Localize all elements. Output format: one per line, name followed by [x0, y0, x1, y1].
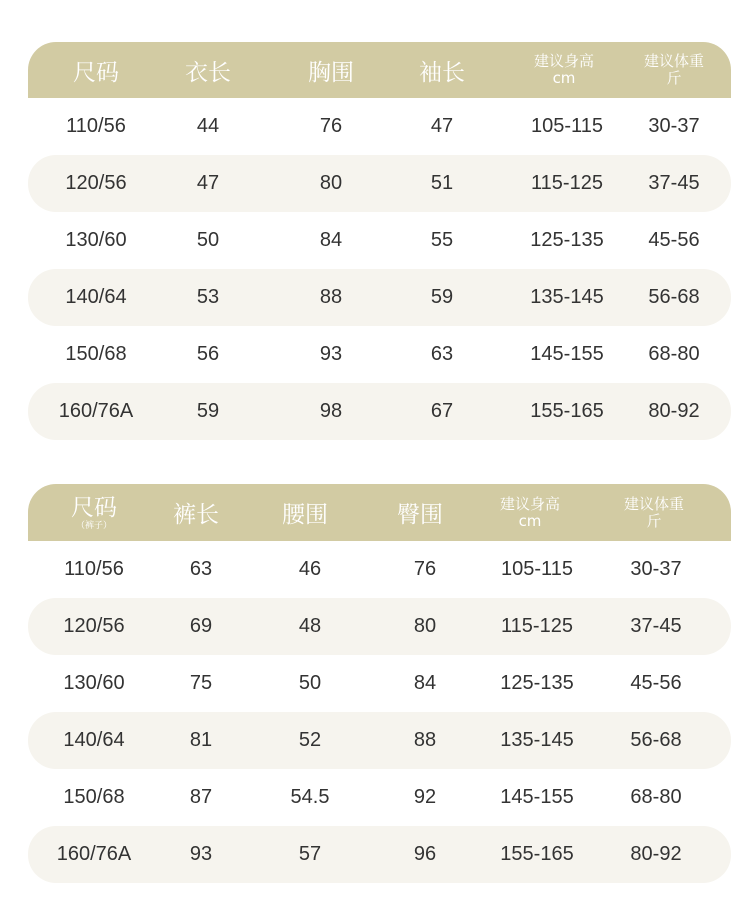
top-size-cell: 140/64	[65, 286, 127, 308]
header-suggested-weight	[632, 42, 716, 98]
pants-hip-cell: 84	[413, 672, 437, 694]
pants-hip-cell: 92	[413, 786, 437, 808]
header-height-unit: cm	[518, 511, 542, 530]
top-height-cell: 155-165	[530, 400, 604, 422]
table-row	[28, 155, 731, 212]
table-row	[28, 826, 731, 883]
header-weight-unit: 斤	[646, 511, 662, 530]
top-length-cell: 53	[196, 286, 220, 308]
header-height-label: 建议身高	[499, 494, 560, 513]
top-weight-cell: 45-56	[648, 229, 700, 251]
top-height-cell: 125-135	[530, 229, 604, 251]
top-chest-cell: 88	[319, 286, 343, 308]
table-row	[28, 769, 731, 826]
header-chest: 胸围	[308, 59, 354, 86]
pants-waist-cell: 46	[298, 558, 322, 580]
header-suggested-height	[522, 42, 606, 98]
pants-pants-length-cell: 81	[189, 729, 213, 751]
top-sleeve-cell: 55	[430, 229, 454, 251]
top-height-cell: 105-115	[531, 115, 603, 137]
pants-height-cell: 115-125	[501, 615, 573, 637]
table-row	[28, 326, 731, 383]
top-table-header	[28, 42, 731, 98]
pants-hip-cell: 88	[413, 729, 437, 751]
top-chest-cell: 84	[319, 229, 343, 251]
pants-height-cell: 155-165	[500, 843, 574, 865]
top-length-cell: 44	[196, 115, 220, 137]
table-row	[28, 383, 731, 440]
top-weight-cell: 56-68	[648, 286, 700, 308]
top-sleeve-cell: 59	[430, 286, 454, 308]
pants-size-cell: 130/60	[63, 672, 125, 694]
pants-waist-cell: 50	[298, 672, 322, 694]
top-chest-cell: 76	[319, 115, 343, 137]
top-length-cell: 59	[196, 400, 220, 422]
header-length: 衣长	[185, 59, 231, 86]
top-size-cell: 160/76A	[58, 400, 134, 422]
header-size-label: 尺码	[71, 494, 117, 521]
top-weight-cell: 37-45	[648, 172, 700, 194]
table-row	[28, 712, 731, 769]
top-weight-cell: 68-80	[648, 343, 700, 365]
pants-size-cell: 150/68	[63, 786, 125, 808]
pants-pants-length-cell: 69	[189, 615, 213, 637]
table-row	[28, 98, 731, 155]
top-chest-cell: 80	[319, 172, 343, 194]
header-waist: 腰围	[282, 502, 328, 528]
top-size-cell: 130/60	[65, 229, 127, 251]
pants-height-cell: 145-155	[500, 786, 574, 808]
top-chest-cell: 98	[319, 400, 343, 422]
top-size-cell: 150/68	[65, 343, 127, 365]
header-weight-label: 建议体重	[643, 52, 704, 70]
pants-pants-length-cell: 75	[189, 672, 213, 694]
pants-hip-cell: 76	[413, 558, 437, 580]
pants-waist-cell: 54.5	[290, 786, 330, 808]
top-size-cell: 110/56	[66, 115, 126, 137]
header-size-pants	[54, 484, 134, 541]
top-sleeve-cell: 67	[430, 400, 454, 422]
table-row	[28, 655, 731, 712]
header-suggested-weight-pants	[612, 484, 696, 541]
pants-weight-cell: 56-68	[630, 729, 682, 751]
header-weight-label: 建议体重	[623, 494, 684, 513]
top-sleeve-cell: 63	[430, 343, 454, 365]
top-size-cell: 120/56	[65, 172, 127, 194]
pants-waist-cell: 48	[298, 615, 322, 637]
pants-height-cell: 125-135	[500, 672, 574, 694]
pants-weight-cell: 45-56	[630, 672, 682, 694]
pants-pants-length-cell: 63	[189, 558, 213, 580]
pants-waist-cell: 57	[298, 843, 322, 865]
pants-weight-cell: 80-92	[630, 843, 682, 865]
header-weight-unit: 斤	[666, 69, 682, 87]
top-height-cell: 135-145	[530, 286, 604, 308]
pants-height-cell: 135-145	[500, 729, 574, 751]
pants-table-header	[28, 484, 731, 541]
pants-size-cell: 140/64	[63, 729, 125, 751]
top-weight-cell: 30-37	[648, 115, 700, 137]
header-height-label: 建议身高	[533, 52, 594, 70]
pants-weight-cell: 68-80	[630, 786, 682, 808]
top-length-cell: 56	[196, 343, 220, 365]
table-row	[28, 541, 731, 598]
header-size: 尺码	[73, 59, 119, 86]
top-table-body	[28, 98, 731, 440]
pants-height-cell: 105-115	[501, 558, 573, 580]
top-length-cell: 47	[196, 172, 220, 194]
pants-size-cell: 120/56	[63, 615, 125, 637]
pants-table-body	[28, 541, 731, 883]
table-row	[28, 212, 731, 269]
pants-size-table	[28, 484, 731, 883]
top-sleeve-cell: 51	[430, 172, 454, 194]
pants-size-cell: 110/56	[64, 558, 124, 580]
top-height-cell: 145-155	[530, 343, 604, 365]
top-sleeve-cell: 47	[430, 115, 454, 137]
header-size-subtitle: （裤子）	[75, 520, 112, 531]
top-length-cell: 50	[196, 229, 220, 251]
pants-pants-length-cell: 93	[189, 843, 213, 865]
table-row	[28, 269, 731, 326]
header-height-unit: cm	[552, 69, 576, 87]
top-size-table	[28, 42, 731, 440]
table-row	[28, 598, 731, 655]
header-suggested-height-pants	[488, 484, 572, 541]
pants-hip-cell: 80	[413, 615, 437, 637]
header-sleeve: 袖长	[419, 59, 465, 86]
pants-hip-cell: 96	[413, 843, 437, 865]
pants-weight-cell: 30-37	[630, 558, 682, 580]
pants-pants-length-cell: 87	[189, 786, 213, 808]
pants-size-cell: 160/76A	[56, 843, 132, 865]
header-pants-length: 裤长	[173, 502, 219, 528]
pants-waist-cell: 52	[298, 729, 322, 751]
header-hip: 臀围	[397, 502, 443, 528]
top-height-cell: 115-125	[531, 172, 603, 194]
top-chest-cell: 93	[319, 343, 343, 365]
top-weight-cell: 80-92	[648, 400, 700, 422]
pants-weight-cell: 37-45	[630, 615, 682, 637]
